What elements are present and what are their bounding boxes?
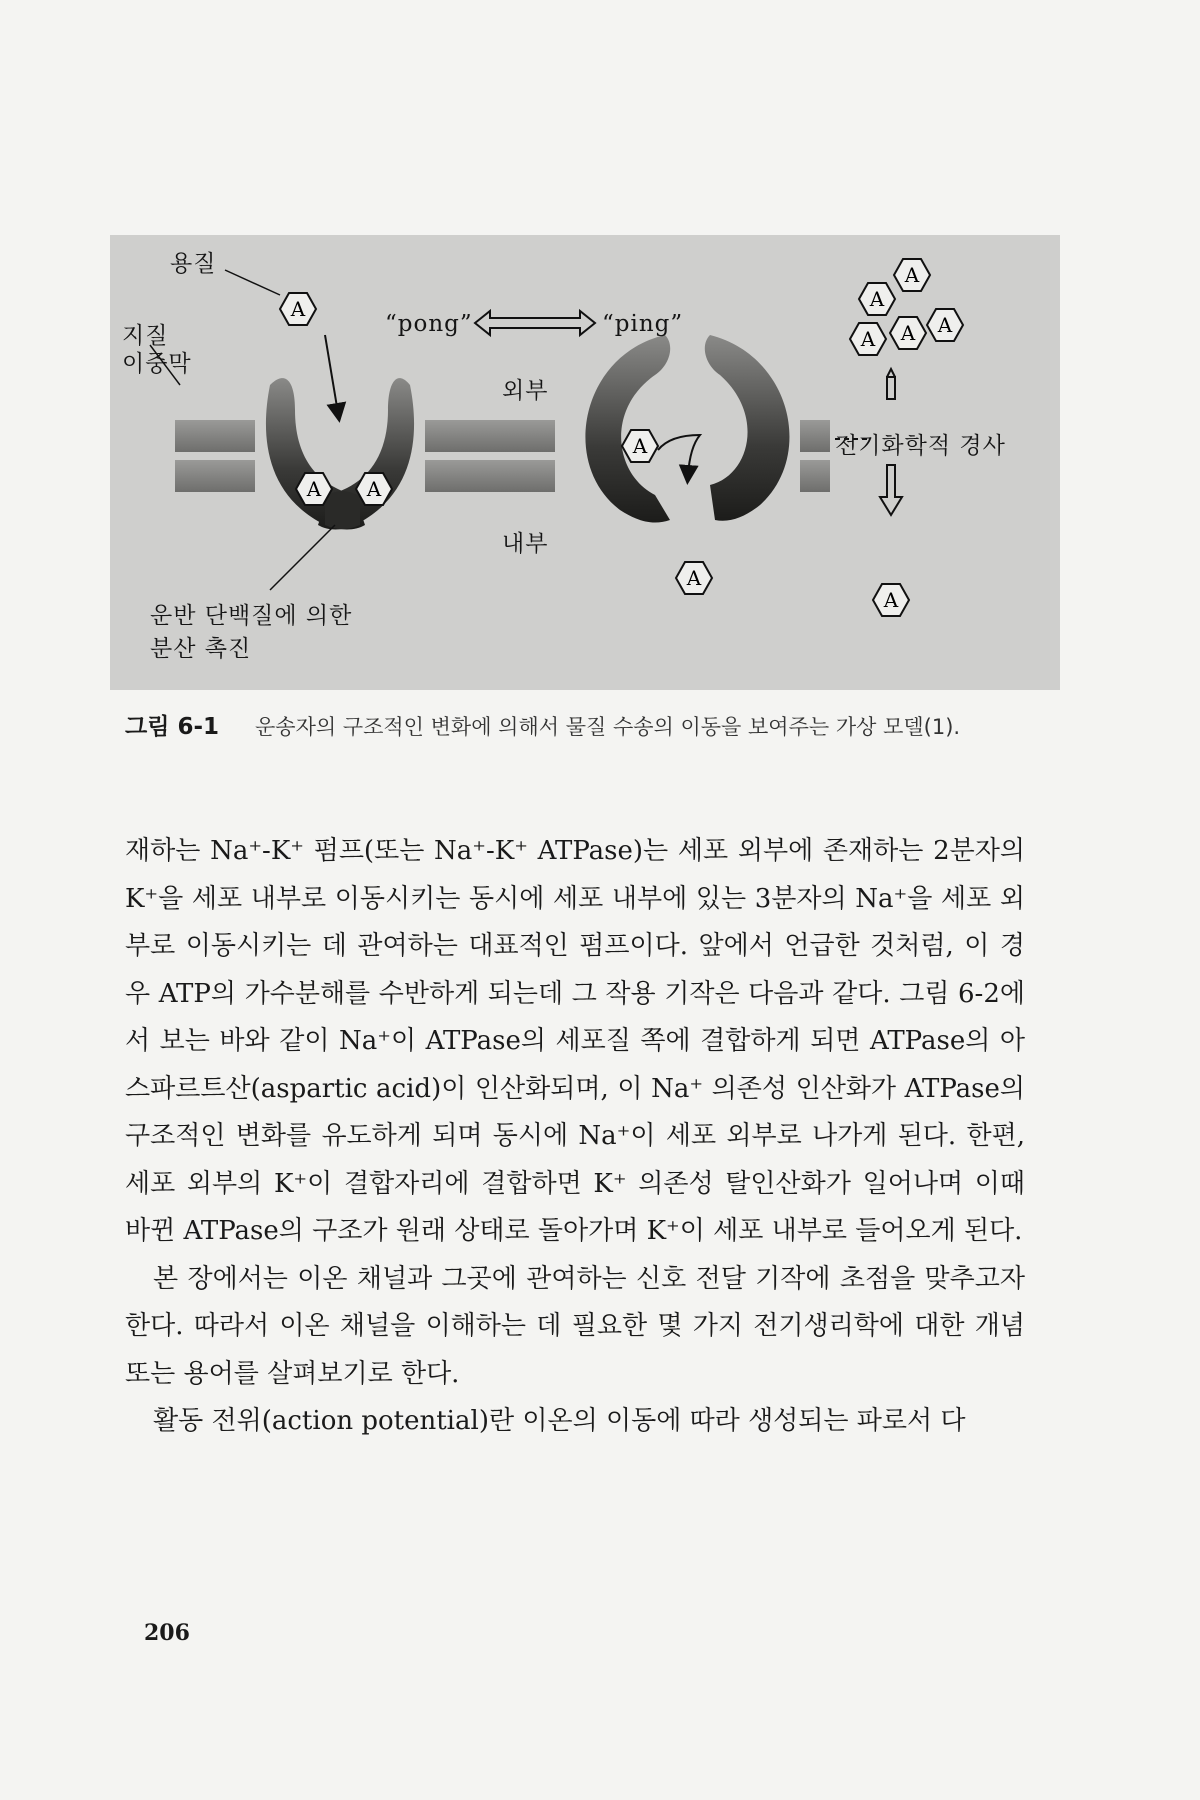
- caption-number: 그림 6-1: [125, 714, 219, 740]
- protein-pointer: [270, 525, 335, 590]
- label-inside: 내부: [502, 531, 549, 557]
- molecule-a-high-4: [890, 317, 926, 349]
- molecule-a-in-carrier: [622, 430, 658, 462]
- svg-text:A: A: [366, 477, 382, 501]
- label-solute: 용질: [170, 251, 217, 277]
- carrier-protein-inward: [585, 335, 789, 523]
- molecule-a-solute: [280, 293, 316, 325]
- svg-text:A: A: [900, 321, 916, 345]
- molecule-a-low: [873, 584, 909, 616]
- molecule-a-high-1: [859, 283, 895, 315]
- molecule-a-high-2: [894, 259, 930, 291]
- molecule-a-high-3: [850, 323, 886, 355]
- molecule-a-high-5: [927, 309, 963, 341]
- label-facilitated-line2: 분산 촉진: [150, 636, 252, 662]
- paragraph-3: 활동 전위(action potential)란 이온의 이동에 따라 생성되는 파로서 다: [153, 1406, 966, 1436]
- svg-text:A: A: [860, 327, 876, 351]
- molecule-a-bound-left: [296, 473, 332, 505]
- label-ping: “ping”: [602, 311, 684, 337]
- paragraph-1: 재하는 Na⁺-K⁺ 펌프(또는 Na⁺-K⁺ ATPase)는 세포 외부에 존재하는 2분자의 K⁺을 세포 내부로 이동시키는 동시에 세포 내부에 있는 3분자의 Na⁺을 세포 외부로 이동시키는 데 관여하는 대표적인 펌프이다. 앞에서 언급한 것처럼, 이 경우 ATP의 가수분해를 수반하게 되는데 그 작용 기작은 다음과 같다. 그림 6-2에서 보는 바와 같이 Na⁺이 ATPase의 세포질 쪽에 결합하게 되면 ATPase의 아스파르트산(aspartic acid)이 인산화되며, 이 Na⁺ 의존성 인산화가 ATPase의 구조적인 변화를 유도하게 되며 동시에 Na⁺이 세포 외부로 나가게 된다. 한편, 세포 외부의 K⁺이 결합자리에 결합하면 K⁺ 의존성 탈인산화가 일어나며 이때 바뀐 ATPase의 구조가 원래 상태로 돌아가며 K⁺이 세포 내부로 들어오게 된다.: [125, 836, 1025, 1246]
- svg-text:A: A: [904, 263, 920, 287]
- paragraph-2: 본 장에서는 이온 채널과 그곳에 관여하는 신호 전달 기작에 초점을 맞추고자 한다. 따라서 이온 채널을 이해하는 데 필요한 몇 가지 전기생리학에 대한 개념 또는 용어를 살펴보기로 한다.: [125, 1263, 1025, 1389]
- page-number: 206: [144, 1620, 190, 1646]
- solute-entry-arrow: [325, 335, 338, 413]
- label-pong: “pong”: [385, 311, 473, 337]
- svg-text:A: A: [290, 297, 306, 321]
- solute-release-arrow: [658, 435, 700, 475]
- svg-text:A: A: [883, 588, 899, 612]
- solute-pointer: [225, 270, 280, 295]
- svg-text:A: A: [937, 313, 953, 337]
- svg-text:A: A: [869, 287, 885, 311]
- label-facilitated-line1: 운반 단백질에 의한: [150, 603, 353, 629]
- pong-ping-arrow: [475, 311, 595, 335]
- body-text: [125, 828, 1025, 1446]
- label-bilayer-line2: 이중막: [122, 351, 192, 377]
- carrier-protein-outward: [266, 378, 414, 529]
- label-electrochemical-gradient: 전기화학적 경사: [835, 433, 1006, 459]
- figure-6-1: [110, 235, 1060, 690]
- molecule-a-bound-right: [356, 473, 392, 505]
- svg-text:A: A: [632, 434, 648, 458]
- molecule-a-released: [676, 562, 712, 594]
- label-bilayer-line1: 지질: [122, 323, 169, 349]
- label-outside: 외부: [502, 378, 549, 404]
- svg-text:A: A: [306, 477, 322, 501]
- caption-text: 운송자의 구조적인 변화에 의해서 물질 수송의 이동을 보여주는 가상 모델(1).: [255, 715, 961, 739]
- svg-text:A: A: [686, 566, 702, 590]
